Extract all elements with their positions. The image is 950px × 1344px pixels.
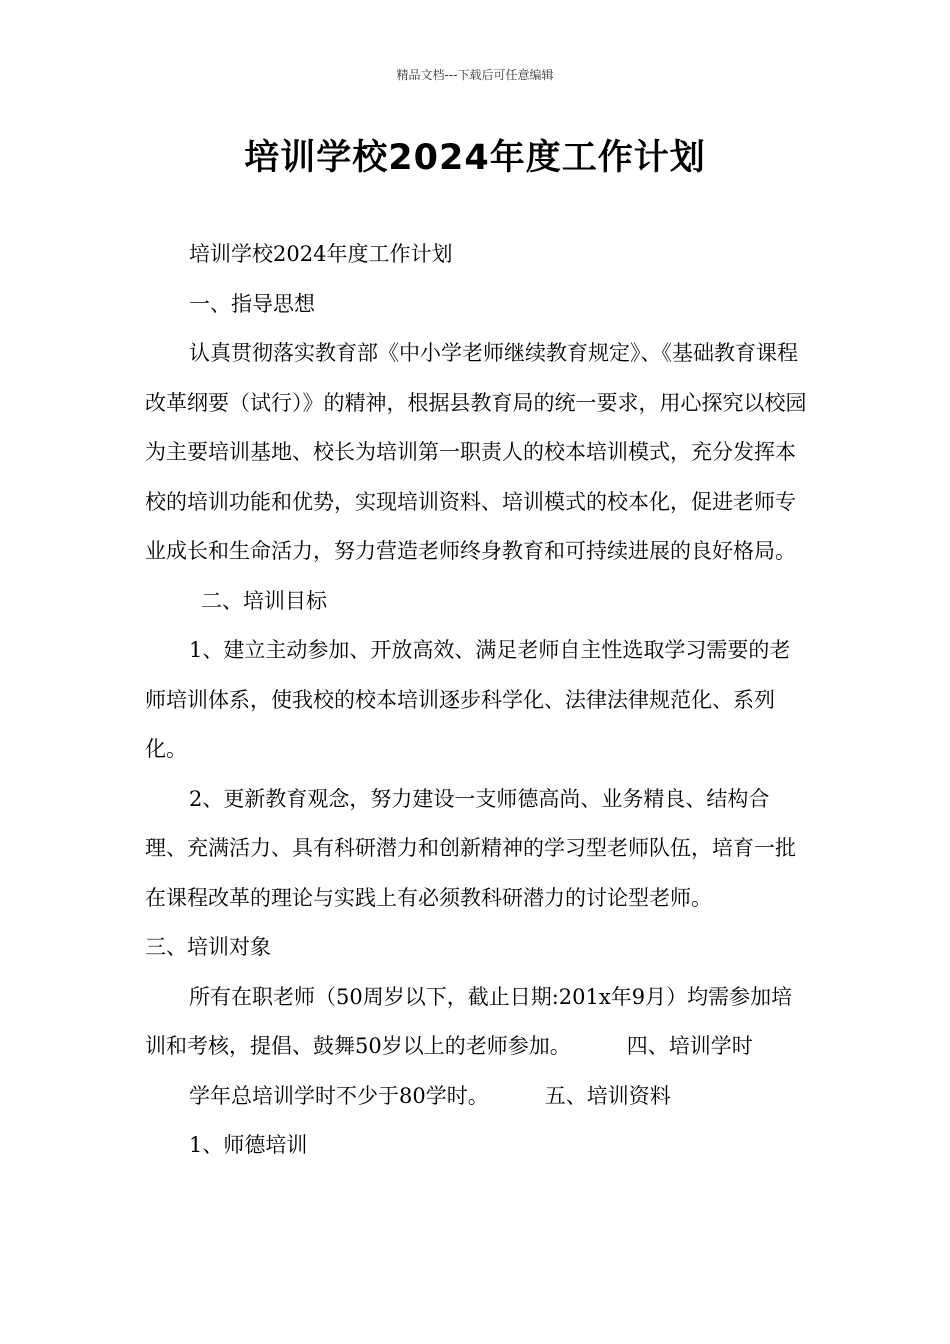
paragraph-training-hours xyxy=(145,1072,808,1122)
page-header: 精品文档---下载后可任意编辑 xyxy=(396,68,554,82)
paragraph-text: 所有在职老师（50周岁以下，截止日期:201x年9月）均需参加培训和考核，提倡、鼓舞50岁以上的老师参加。 xyxy=(145,984,793,1058)
heading-training-materials: 五、培训资料 xyxy=(544,1083,671,1108)
heading-training-goals: 二、培训目标 xyxy=(201,588,327,613)
paragraph-guiding-thought xyxy=(145,329,808,626)
paragraph-goal-1: 1、建立主动参加、开放高效、满足老师自主性选取学习需要的老师培训体系，使我校的校本培训逐步科学化、法律法律规范化、系列化。 xyxy=(145,638,791,761)
paragraph-text: 学年总培训学时不少于80学时。 xyxy=(189,1083,489,1108)
paragraph-subtitle: 培训学校2024年度工作计划 xyxy=(189,242,453,266)
heading-training-hours: 四、培训学时 xyxy=(626,1034,753,1058)
paragraph-ethics-training: 1、师德培训 xyxy=(189,1133,308,1157)
paragraph-goal-2: 2、更新教育观念，努力建设一支师德高尚、业务精良、结构合理、充满活力、具有科研潜力和创新精神的学习型老师队伍，培育一批在课程改革的理论与实践上有必须教科研潜力的讨论型老师。 xyxy=(145,786,796,910)
paragraph-training-targets xyxy=(145,973,808,1072)
document-title: 培训学校2024年度工作计划 xyxy=(244,138,706,178)
document-body xyxy=(145,230,808,1171)
heading-guiding-thought: 一、指导思想 xyxy=(189,291,315,316)
heading-training-targets: 三、培训对象 xyxy=(145,935,271,959)
paragraph-text: 认真贯彻落实教育部《中小学老师继续教育规定》、《基础教育课程改革纲要（试行）》的精神，根据县教育局的统一要求，用心探究以校园为主要培训基地、校长为培训第一职责人的校本培训模式，充分发挥本校的培训功能和优势，实现培训资料、培训模式的校本化，促进老师专业成长和生命活力，努力营造老师终身教育和可持续进展的良好格局。 xyxy=(145,341,807,563)
